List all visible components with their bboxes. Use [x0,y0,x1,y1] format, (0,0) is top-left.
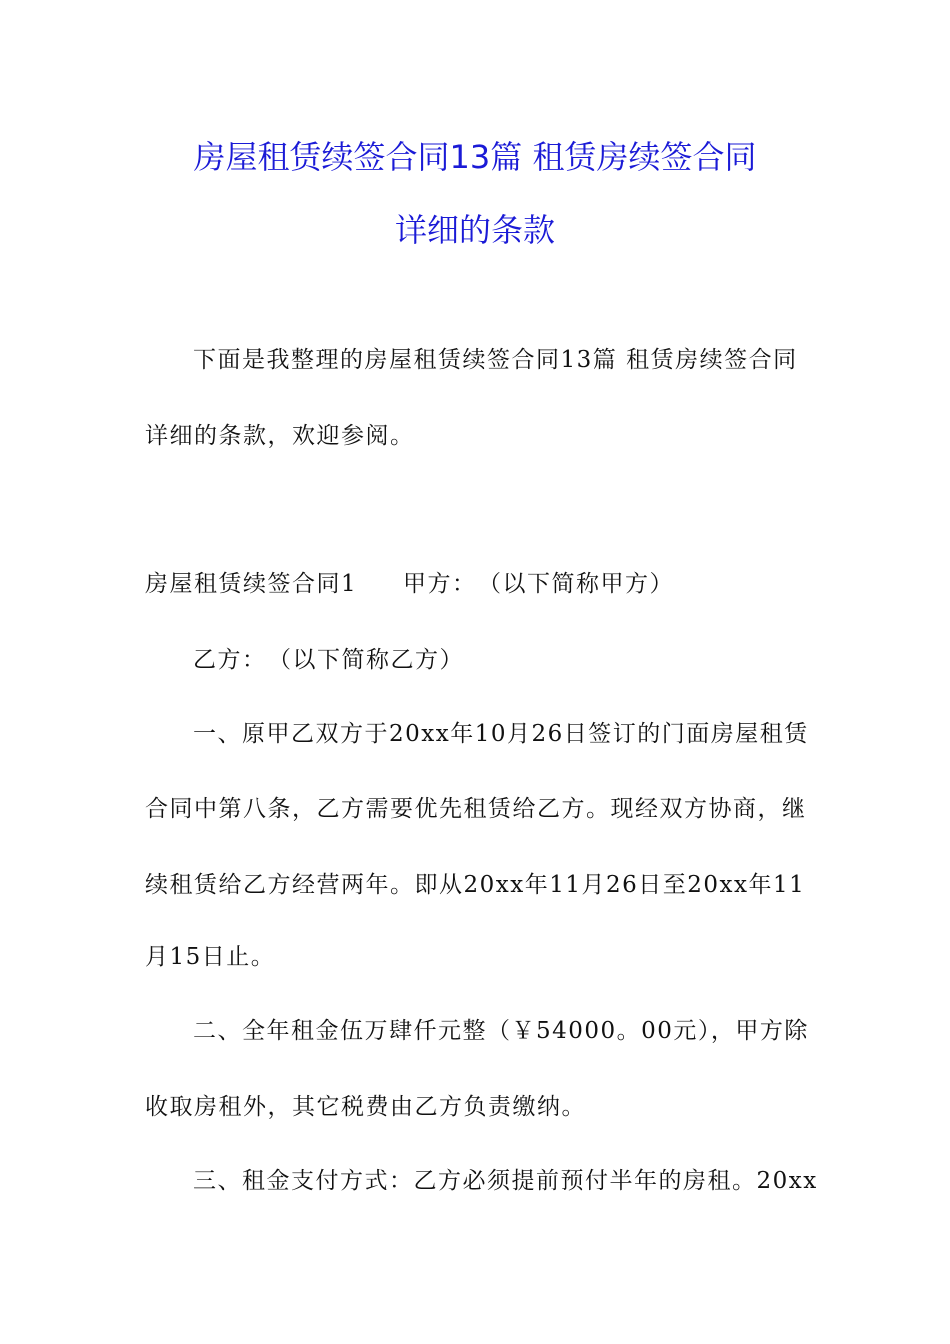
clause-1-line-2: 合同中第八条，乙方需要优先租赁给乙方。现经双方协商，继 [145,796,807,822]
clause-2-line-2: 收取房租外，其它税费由乙方负责缴纳。 [145,1094,586,1120]
document-title-line-1: 房屋租赁续签合同13篇 租赁房续签合同 [193,138,757,176]
document-title-line-2: 详细的条款 [394,211,555,249]
intro-paragraph-line-1: 下面是我整理的房屋租赁续签合同13篇 租赁房续签合同 [193,347,798,373]
clause-1-line-1: 一、原甲乙双方于20xx年10月26日签订的门面房屋租赁 [193,721,809,747]
party-b-line: 乙方： （以下简称乙方） [193,647,464,673]
party-a-line: 甲方： （以下简称甲方） [403,571,674,597]
clause-1-line-4: 月15日止。 [145,944,276,970]
intro-paragraph-line-2: 详细的条款，欢迎参阅。 [145,423,415,449]
clause-2-line-1: 二、全年租金伍万肆仟元整（￥54000。00元），甲方除 [193,1018,809,1044]
clause-3-line-1: 三、租金支付方式：乙方必须提前预付半年的房租。20xx [193,1168,818,1194]
contract-heading: 房屋租赁续签合同1 [145,571,358,597]
clause-1-line-3: 续租赁给乙方经营两年。即从20xx年11月26日至20xx年11 [145,872,806,898]
